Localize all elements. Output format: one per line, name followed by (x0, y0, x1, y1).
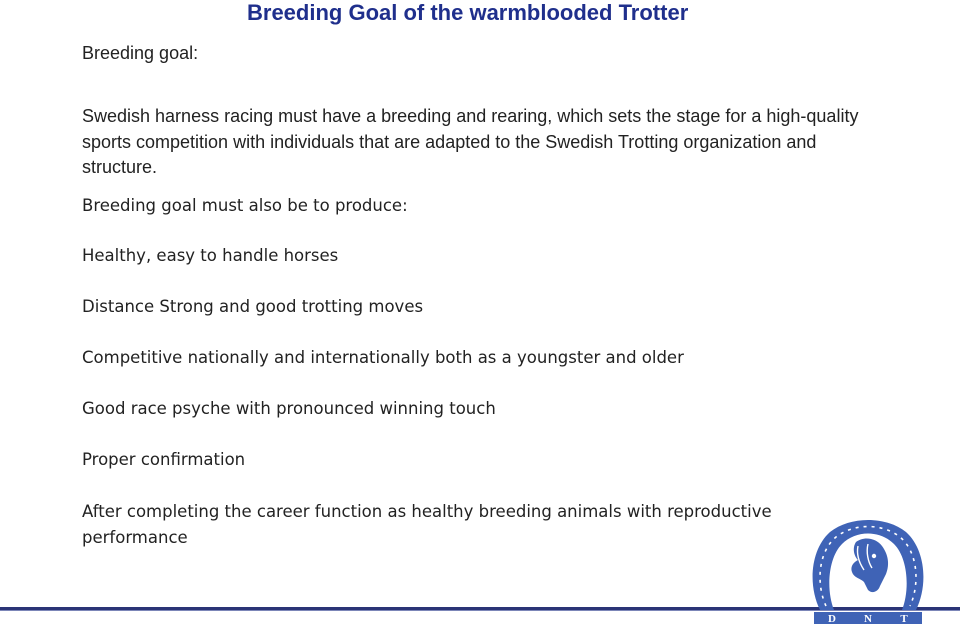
logo-letter-t: T (900, 613, 908, 625)
lead-line: Breeding goal must also be to produce: (82, 196, 408, 215)
goal-item-confirmation: Proper confirmation (82, 450, 246, 469)
intro-paragraph: Swedish harness racing must have a breeding and rearing, which sets the stage for a high-quality sports competition with individuals that are adapted to the Swedish Trotting organization and structure. (82, 106, 859, 177)
horseshoe-horse-head-logo (806, 512, 930, 628)
goal-item-distance: Distance Strong and good trotting moves (82, 297, 424, 316)
breeding-goal-label: Breeding goal: (82, 43, 199, 63)
logo-letter-n: N (864, 613, 872, 625)
goal-item-healthy: Healthy, easy to handle horses (82, 246, 339, 265)
slide-title: Breeding Goal of the warmblooded Trotter (247, 0, 689, 25)
goal-item-psyche: Good race psyche with pronounced winning touch (82, 399, 496, 418)
goal-item-competitive: Competitive nationally and internationally both as a youngster and older (82, 348, 684, 367)
logo-letter-d: D (828, 613, 836, 625)
closing-paragraph: After completing the career function as healthy breeding animals with reproductive performance (82, 502, 772, 547)
